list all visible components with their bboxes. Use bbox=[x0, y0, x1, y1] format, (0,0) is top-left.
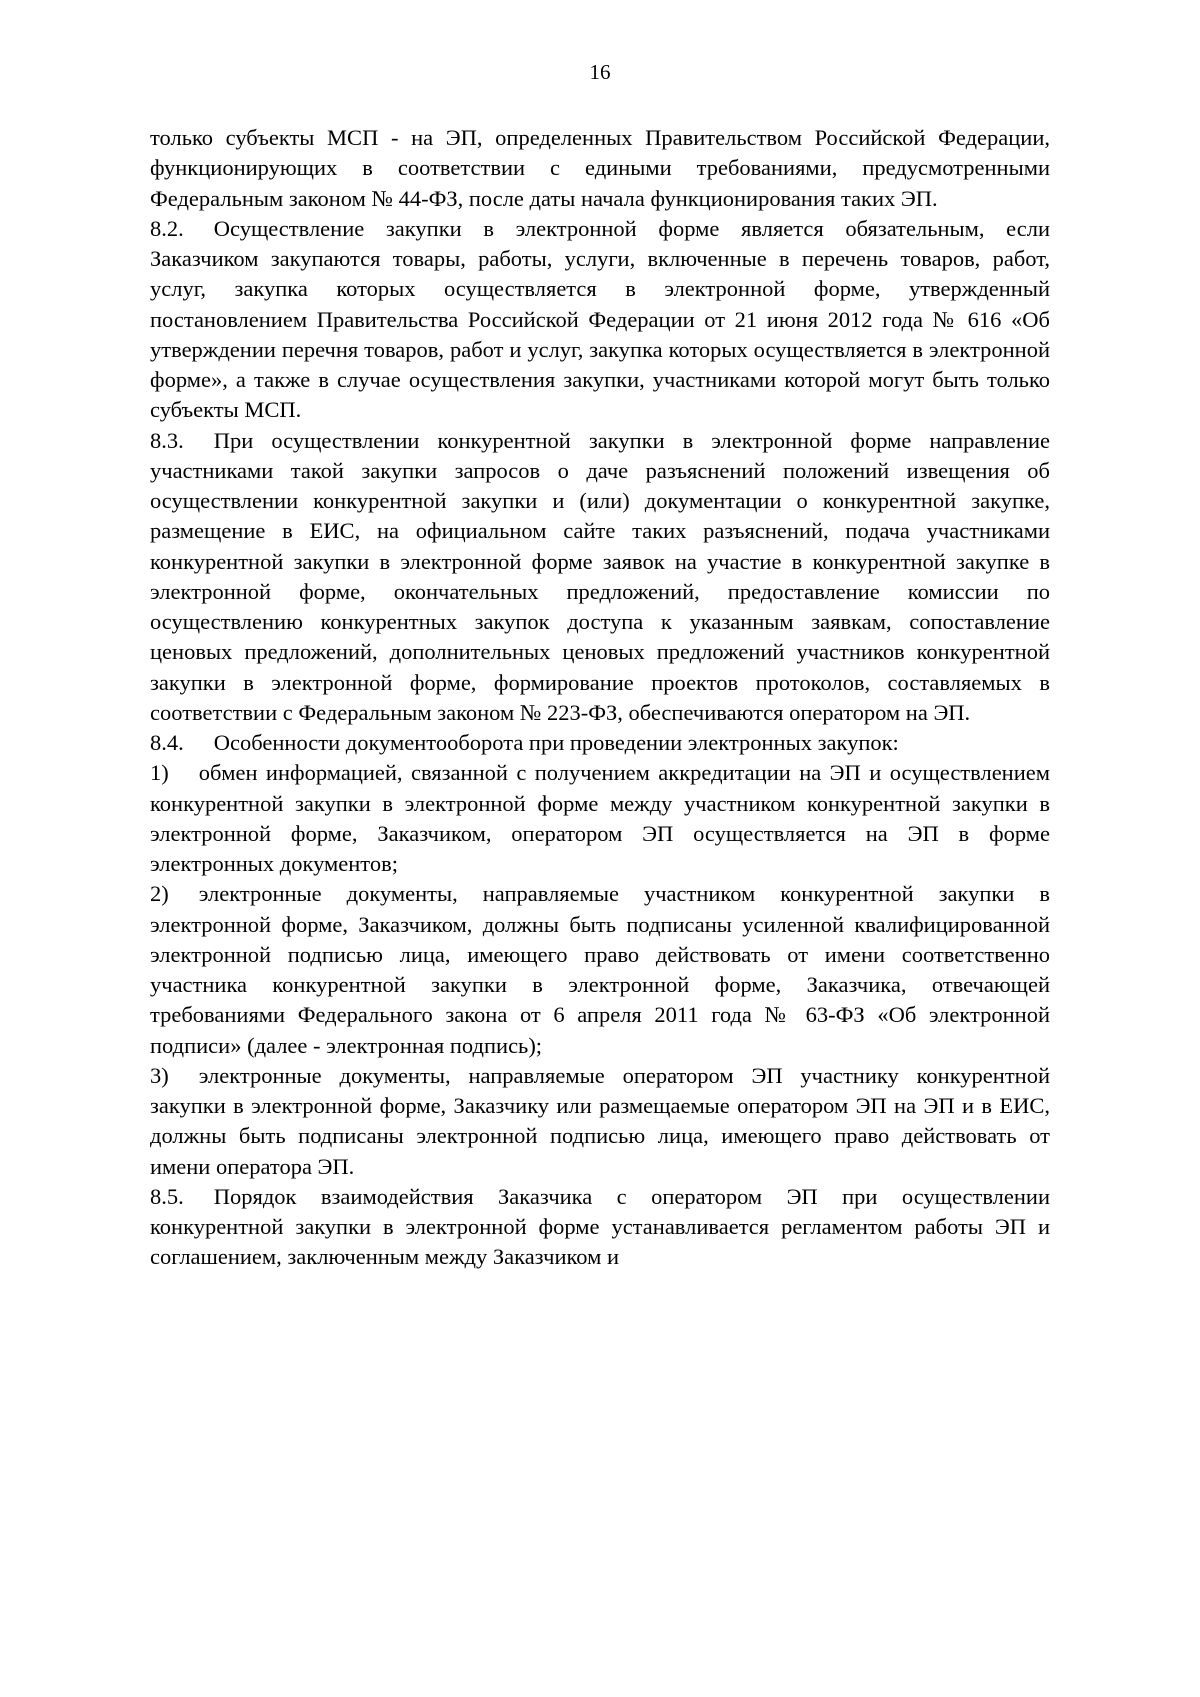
list-item-number: 3) bbox=[150, 1062, 169, 1088]
paragraph-8-5 bbox=[150, 1182, 1050, 1273]
paragraph-number: 8.2. bbox=[150, 215, 184, 241]
paragraph-text: Особенности документооборота при проведении электронных закупок: bbox=[213, 730, 899, 756]
list-item-1 bbox=[150, 758, 1050, 879]
list-item-number: 1) bbox=[150, 760, 169, 786]
paragraph-8-3 bbox=[150, 426, 1050, 729]
document-body bbox=[150, 123, 1050, 1273]
paragraph-8-4 bbox=[150, 728, 1050, 758]
paragraph-text: Порядок взаимодействия Заказчика с оператором ЭП при осуществлении конкурентной закупки в электронной форме устанавливается регламентом работы ЭП и соглашением, заключенным между Заказчиком и bbox=[150, 1183, 1050, 1270]
list-item-number: 2) bbox=[150, 881, 169, 907]
paragraph-number: 8.4. bbox=[150, 730, 184, 756]
paragraph-number: 8.3. bbox=[150, 427, 184, 453]
paragraph-text: При осуществлении конкурентной закупки в электронной форме направление участниками такой закупки запросов о даче разъяснений положений извещения об осуществлении конкурентной закупки и (или) документации о конкурентной закупке, размещение в ЕИС, на официальном сайте таких разъяснений, подача участниками конкурентной закупки в электронной форме заявок на участие в конкурентной закупке в электронной форме, окончательных предложений, предоставление комиссии по осуществлению конкурентных закупок доступа к указанным заявкам, сопоставление ценовых предложений, дополнительных ценовых предложений участников конкурентной закупки в электронной форме, формирование проектов протоколов, составляемых в соответствии с Федеральным законом № 223-ФЗ, обеспечиваются оператором на ЭП. bbox=[150, 427, 1050, 725]
paragraph-continuation bbox=[150, 123, 1050, 214]
paragraph-8-2 bbox=[150, 214, 1050, 426]
page-number: 16 bbox=[589, 60, 611, 84]
paragraph-number: 8.5. bbox=[150, 1183, 184, 1209]
list-item-2 bbox=[150, 879, 1050, 1061]
list-item-text: электронные документы, направляемые оператором ЭП участнику конкурентной закупки в электронной форме, Заказчику или размещаемые оператором ЭП на ЭП и в ЕИС, должны быть подписаны электронной подписью лица, имеющего право действовать от имени оператора ЭП. bbox=[150, 1062, 1050, 1179]
paragraph-text: Осуществление закупки в электронной форме является обязательным, если Заказчиком закупаются товары, работы, услуги, включенные в перечень товаров, работ, услуг, закупка которых осуществляется в электронной форме, утвержденный постановлением Правительства Российской Федерации от 21 июня 2012 года № 616 «Об утверждении перечня товаров, работ и услуг, закупка которых осуществляется в электронной форме», а также в случае осуществления закупки, участниками которой могут быть только субъекты МСП. bbox=[150, 215, 1050, 423]
paragraph-text: только субъекты МСП - на ЭП, определенных Правительством Российской Федерации, функционирующих в соответствии с едиными требованиями, предусмотренными Федеральным законом № 44-ФЗ, после даты начала функционирования таких ЭП. bbox=[150, 125, 1050, 211]
list-item-3 bbox=[150, 1061, 1050, 1182]
list-item-text: электронные документы, направляемые участником конкурентной закупки в электронной форме, Заказчиком, должны быть подписаны усиленной квалифицированной электронной подписью лица, имеющего право действовать от имени соответственно участника конкурентной закупки в электронной форме, Заказчика, отвечающей требованиями Федерального закона от 6 апреля 2011 года № 63-ФЗ «Об электронной подписи» (далее - электронная подпись); bbox=[150, 881, 1050, 1058]
list-item-text: обмен информацией, связанной с получением аккредитации на ЭП и осуществлением конкурентной закупки в электронной форме между участником конкурентной закупки в электронной форме, Заказчиком, оператором ЭП осуществляется на ЭП в форме электронных документов; bbox=[150, 760, 1050, 877]
